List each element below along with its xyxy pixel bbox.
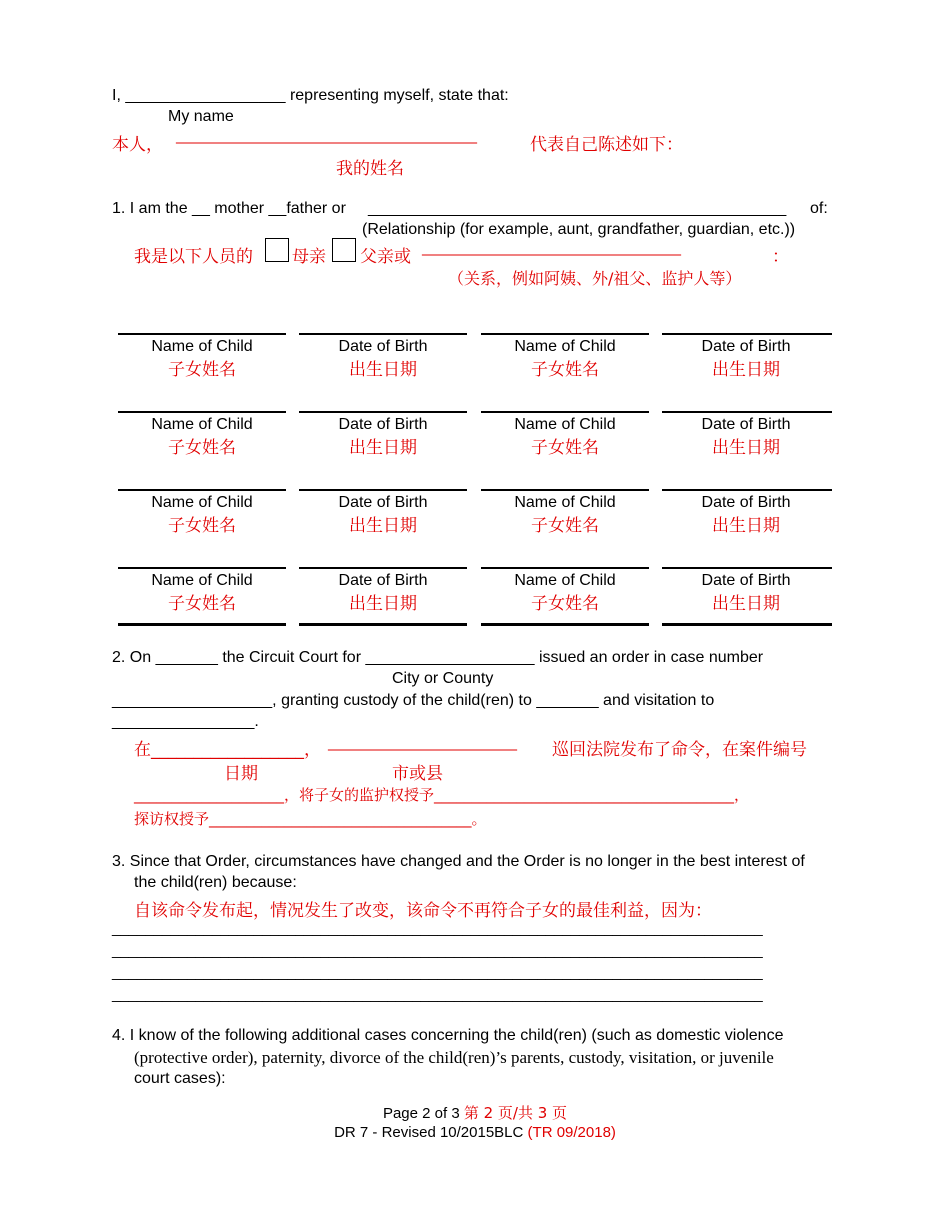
- form-id-footer: [0, 1124, 950, 1141]
- item1-zh-mother: 母亲: [292, 247, 326, 267]
- city-county-label: City or County: [392, 670, 494, 687]
- item3-line1: 3. Since that Order, circumstances have changed and the Order is no longer in the best interest of: [112, 853, 805, 870]
- label-zh: 子女姓名: [168, 360, 236, 380]
- child-name-label: [480, 414, 650, 460]
- child-entry-line[interactable]: [118, 567, 286, 569]
- label-zh: 出生日期: [712, 594, 780, 614]
- child-dob-label: [661, 570, 831, 616]
- child-dob-label: [298, 414, 468, 460]
- child-name-label: [480, 570, 650, 616]
- child-entry-line[interactable]: [118, 411, 286, 413]
- father-checkbox[interactable]: [332, 238, 356, 262]
- label-zh: 出生日期: [712, 438, 780, 458]
- child-entry-line[interactable]: [299, 333, 467, 335]
- child-name-label: [117, 570, 287, 616]
- child-name-label: [117, 492, 287, 538]
- item2-zh-line1-b: ___________________________: [328, 735, 517, 751]
- item1-zh-rel-label: （关系，例如阿姨、外/祖父、监护人等）: [448, 269, 742, 288]
- child-entry-line[interactable]: [662, 333, 832, 335]
- child-dob-label: [298, 492, 468, 538]
- reason-blank-line[interactable]: ______________________________________________________________________________: [112, 964, 763, 981]
- table-bottom-rule: [118, 623, 286, 626]
- table-bottom-rule: [299, 623, 467, 626]
- label-en: Date of Birth: [701, 416, 791, 433]
- reason-blank-line[interactable]: ______________________________________________________________________________: [112, 942, 763, 959]
- label-zh: 出生日期: [349, 594, 417, 614]
- page-footer: [0, 1102, 950, 1123]
- relationship-label: (Relationship (for example, aunt, grandfather, guardian, etc.)): [362, 221, 796, 238]
- label-en: Date of Birth: [338, 338, 428, 355]
- translation-revision: (TR 09/2018): [527, 1124, 616, 1141]
- item1-zh-father-or: 父亲或: [360, 247, 411, 267]
- child-name-label: [480, 492, 650, 538]
- label-zh: 出生日期: [349, 438, 417, 458]
- label-zh: 出生日期: [349, 360, 417, 380]
- label-en: Name of Child: [514, 494, 616, 511]
- item1-blank: _______________________________________________: [368, 200, 787, 217]
- child-dob-label: [298, 570, 468, 616]
- child-entry-line[interactable]: [299, 567, 467, 569]
- label-zh: 子女姓名: [531, 360, 599, 380]
- my-name-label: My name: [168, 108, 234, 125]
- reason-blank-line[interactable]: ______________________________________________________________________________: [112, 920, 763, 937]
- child-name-label: [117, 414, 287, 460]
- label-zh: 子女姓名: [168, 438, 236, 458]
- table-bottom-rule: [662, 623, 832, 626]
- label-en: Name of Child: [151, 416, 253, 433]
- label-zh: 子女姓名: [168, 516, 236, 536]
- label-en: Date of Birth: [338, 572, 428, 589]
- item2-zh-line1-c: 巡回法院发布了命令，在案件编号: [552, 740, 807, 760]
- child-entry-line[interactable]: [662, 411, 832, 413]
- child-entry-line[interactable]: [481, 411, 649, 413]
- child-entry-line[interactable]: [662, 567, 832, 569]
- child-entry-line[interactable]: [481, 489, 649, 491]
- child-entry-line[interactable]: [299, 411, 467, 413]
- label-en: Name of Child: [151, 494, 253, 511]
- child-dob-label: [298, 336, 468, 382]
- child-entry-line[interactable]: [481, 333, 649, 335]
- label-en: Date of Birth: [338, 494, 428, 511]
- item1-zh-prefix: 我是以下人员的: [134, 247, 253, 267]
- child-entry-line[interactable]: [118, 333, 286, 335]
- label-en: Date of Birth: [701, 338, 791, 355]
- item2-line1: 2. On _______ the Circuit Court for ___________________ issued an order in case number: [112, 649, 764, 666]
- intro-zh-blank: ___________________________________________: [176, 128, 477, 144]
- item2-zh-city-label: 市或县: [392, 764, 443, 784]
- label-en: Name of Child: [514, 416, 616, 433]
- intro-zh-prefix: 本人，: [112, 135, 163, 155]
- item1-zh-blank: _____________________________________: [422, 240, 681, 256]
- child-dob-label: [661, 492, 831, 538]
- table-bottom-rule: [481, 623, 649, 626]
- item2-zh-line1-a: 在__________________，: [134, 740, 321, 760]
- item3-line2: the child(ren) because:: [134, 874, 297, 891]
- child-name-label: [117, 336, 287, 382]
- label-en: Date of Birth: [701, 572, 791, 589]
- label-zh: 出生日期: [349, 516, 417, 536]
- child-entry-line[interactable]: [662, 489, 832, 491]
- label-en: Name of Child: [514, 572, 616, 589]
- label-en: Date of Birth: [701, 494, 791, 511]
- item3-zh-line: 自该命令发布起，情况发生了改变，该命令不再符合子女的最佳利益，因为：: [134, 901, 712, 921]
- label-en: Date of Birth: [338, 416, 428, 433]
- intro-zh-name-label: 我的姓名: [336, 159, 404, 179]
- label-en: Name of Child: [514, 338, 616, 355]
- label-zh: 子女姓名: [168, 594, 236, 614]
- page-number-zh: 第 2 页/共 3 页: [463, 1104, 568, 1122]
- page-number-en: Page 2 of 3: [382, 1105, 460, 1122]
- child-name-label: [480, 336, 650, 382]
- child-dob-label: [661, 414, 831, 460]
- child-entry-line[interactable]: [118, 489, 286, 491]
- mother-checkbox[interactable]: [265, 238, 289, 262]
- item4-line1: 4. I know of the following additional cases concerning the child(ren) (such as domestic violence: [112, 1027, 784, 1044]
- form-id: DR 7 - Revised 10/2015BLC: [334, 1124, 524, 1141]
- label-zh: 子女姓名: [531, 516, 599, 536]
- label-zh: 子女姓名: [531, 594, 599, 614]
- child-dob-label: [661, 336, 831, 382]
- item2-zh-line2: ____________________，将子女的监护权授予________________________________________，: [134, 786, 750, 804]
- item1-line: 1. I am the __ mother __father or: [112, 200, 346, 217]
- item4-line3: court cases):: [134, 1070, 226, 1087]
- item2-line3: ________________.: [112, 713, 259, 730]
- item2-line2: __________________, granting custody of the child(ren) to _______ and visitation to: [112, 692, 715, 709]
- label-en: Name of Child: [151, 338, 253, 355]
- item4-line2: (protective order), paternity, divorce of the child(ren)’s parents, custody, visitation, or juvenile: [134, 1048, 774, 1067]
- intro-line: I, __________________ representing myself, state that:: [112, 87, 509, 104]
- reason-blank-line[interactable]: ______________________________________________________________________________: [112, 986, 763, 1003]
- label-zh: 子女姓名: [531, 438, 599, 458]
- label-zh: 出生日期: [712, 360, 780, 380]
- label-zh: 出生日期: [712, 516, 780, 536]
- child-entry-line[interactable]: [481, 567, 649, 569]
- item1-of: of:: [810, 200, 828, 217]
- intro-zh-suffix: 代表自己陈述如下：: [530, 135, 683, 155]
- item2-zh-date-label: 日期: [224, 764, 258, 784]
- item1-zh-colon: ：: [772, 247, 789, 267]
- child-entry-line[interactable]: [299, 489, 467, 491]
- item2-zh-line3: 探访权授予___________________________________。: [134, 810, 487, 828]
- label-en: Name of Child: [151, 572, 253, 589]
